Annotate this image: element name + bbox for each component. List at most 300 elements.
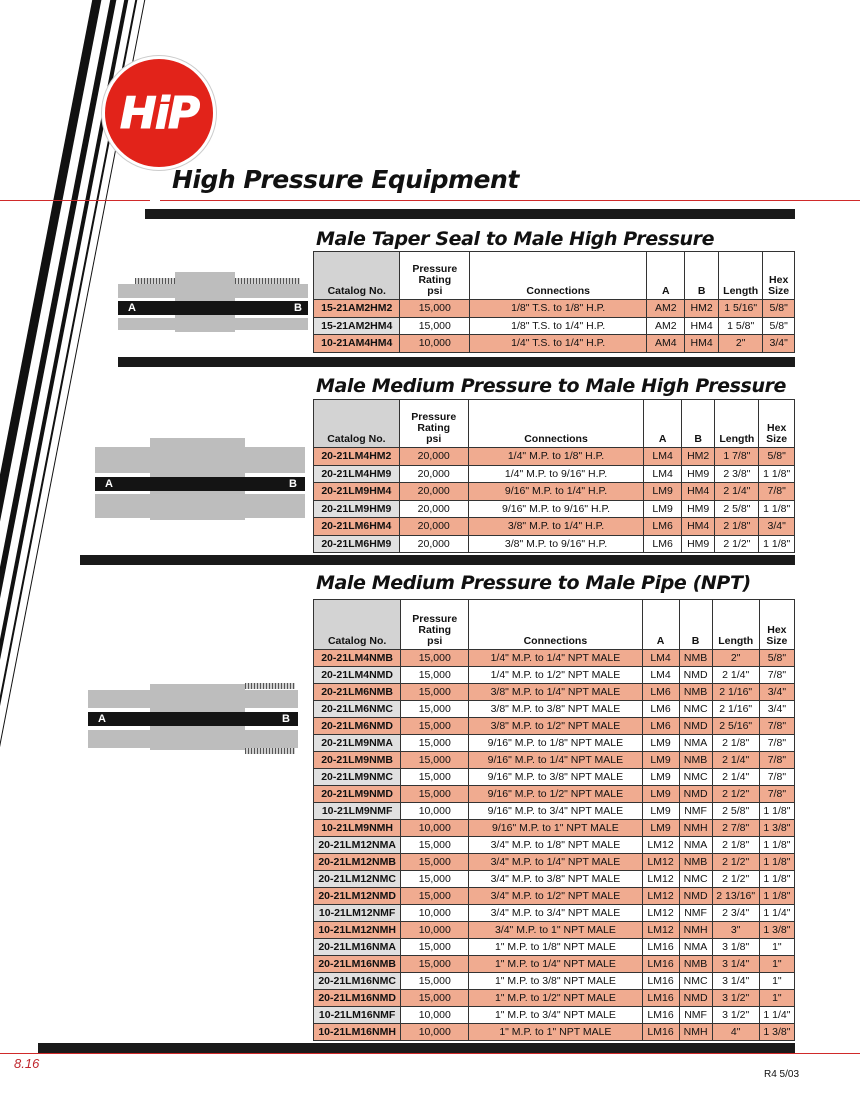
cell-cat: 20-21LM6NMD	[314, 718, 401, 735]
cell-cat: 20-21LM16NMA	[314, 939, 401, 956]
table-row	[314, 650, 795, 667]
cell-b: NMH	[679, 922, 712, 939]
cell-len: 3 1/2"	[712, 990, 759, 1007]
cell-a: AM4	[647, 335, 685, 353]
section-bar-3	[80, 555, 795, 565]
table-row	[314, 786, 795, 803]
cell-psi: 15,000	[400, 300, 470, 318]
table-row	[314, 667, 795, 684]
cell-a: LM9	[644, 483, 682, 501]
cell-a: LM12	[642, 837, 679, 854]
cell-hex: 3/4"	[759, 518, 795, 536]
cell-len: 2"	[712, 650, 759, 667]
cell-cat: 10-21LM16NMH	[314, 1024, 401, 1041]
cell-b: NMD	[679, 888, 712, 905]
cell-conn: 3/4" M.P. to 1/4" NPT MALE	[469, 854, 642, 871]
cell-psi: 15,000	[401, 701, 469, 718]
header-length: Length	[719, 252, 763, 300]
header-connections: Connections	[470, 252, 647, 300]
cell-hex: 3/4"	[759, 701, 794, 718]
cell-len: 2 1/4"	[712, 769, 759, 786]
cell-a: LM16	[642, 1024, 679, 1041]
diagram-label-a: A	[105, 478, 113, 490]
cell-len: 2 1/8"	[712, 837, 759, 854]
header-connections: Connections	[468, 400, 644, 448]
cell-a: LM16	[642, 1007, 679, 1024]
cell-conn: 3/8" M.P. to 1/2" NPT MALE	[469, 718, 642, 735]
cell-a: LM6	[642, 701, 679, 718]
cell-conn: 9/16" M.P. to 1/4" NPT MALE	[469, 752, 642, 769]
table-row	[314, 518, 795, 536]
cell-conn: 9/16" M.P. to 1/8" NPT MALE	[469, 735, 642, 752]
cell-conn: 3/4" M.P. to 1/8" NPT MALE	[469, 837, 642, 854]
cell-a: LM9	[642, 752, 679, 769]
cell-conn: 1/8" T.S. to 1/4" H.P.	[470, 317, 647, 335]
cell-b: HM9	[681, 500, 714, 518]
cell-a: LM16	[642, 990, 679, 1007]
cell-a: LM6	[644, 535, 682, 553]
cell-b: NMD	[679, 718, 712, 735]
cell-b: HM4	[681, 518, 714, 536]
cell-hex: 7/8"	[759, 769, 794, 786]
cell-a: LM9	[642, 820, 679, 837]
cell-hex: 5/8"	[763, 317, 795, 335]
table-row	[314, 1024, 795, 1041]
cell-psi: 15,000	[401, 990, 469, 1007]
cell-hex: 1"	[759, 973, 794, 990]
cell-len: 3"	[712, 922, 759, 939]
cell-hex: 7/8"	[759, 752, 794, 769]
cell-a: LM9	[642, 786, 679, 803]
cell-cat: 10-21AM4HM4	[314, 335, 400, 353]
cell-hex: 1 1/8"	[759, 854, 794, 871]
cell-b: HM2	[681, 448, 714, 466]
cell-psi: 15,000	[401, 752, 469, 769]
cell-hex: 1 1/8"	[759, 535, 795, 553]
section-bar-bottom	[38, 1043, 795, 1053]
cell-hex: 1 1/8"	[759, 837, 794, 854]
table-row	[314, 335, 795, 353]
cell-psi: 10,000	[401, 922, 469, 939]
table-row	[314, 871, 795, 888]
cell-b: NMC	[679, 769, 712, 786]
header-pressure: Pressure Rating psi	[399, 400, 468, 448]
cell-psi: 10,000	[401, 1024, 469, 1041]
cell-psi: 15,000	[401, 667, 469, 684]
cell-psi: 20,000	[399, 483, 468, 501]
cell-cat: 20-21LM9NMC	[314, 769, 401, 786]
table-row	[314, 465, 795, 483]
cell-cat: 20-21LM9HM9	[314, 500, 400, 518]
table-row	[314, 535, 795, 553]
cell-a: AM2	[647, 317, 685, 335]
cell-hex: 1"	[759, 956, 794, 973]
cell-hex: 1 1/8"	[759, 871, 794, 888]
cell-cat: 20-21LM6NMC	[314, 701, 401, 718]
cell-b: NMH	[679, 1024, 712, 1041]
cell-conn: 3/4" M.P. to 3/4" NPT MALE	[469, 905, 642, 922]
cell-cat: 20-21LM16NMB	[314, 956, 401, 973]
cell-len: 2 1/2"	[715, 535, 759, 553]
cell-conn: 3/8" M.P. to 9/16" H.P.	[468, 535, 644, 553]
cell-b: NMD	[679, 667, 712, 684]
table-row	[314, 500, 795, 518]
cell-conn: 1" M.P. to 1/8" NPT MALE	[469, 939, 642, 956]
cell-b: NMD	[679, 990, 712, 1007]
cell-cat: 10-21LM9NMF	[314, 803, 401, 820]
cell-cat: 20-21LM16NMD	[314, 990, 401, 1007]
header-hex: Hex Size	[759, 400, 795, 448]
fitting-bore-band	[118, 301, 308, 315]
section-bar-1	[145, 209, 795, 219]
cell-hex: 7/8"	[759, 667, 794, 684]
cell-len: 2 1/8"	[715, 518, 759, 536]
cell-len: 2 3/4"	[712, 905, 759, 922]
cell-hex: 1 3/8"	[759, 1024, 794, 1041]
table-row	[314, 905, 795, 922]
cell-cat: 20-21LM16NMC	[314, 973, 401, 990]
cell-conn: 3/8" M.P. to 1/4" H.P.	[468, 518, 644, 536]
header-catalog: Catalog No.	[314, 252, 400, 300]
table-row	[314, 837, 795, 854]
cell-psi: 15,000	[401, 786, 469, 803]
cell-conn: 1/4" M.P. to 1/8" H.P.	[468, 448, 644, 466]
cell-hex: 3/4"	[759, 684, 794, 701]
cell-cat: 20-21LM9NMD	[314, 786, 401, 803]
cell-conn: 3/4" M.P. to 3/8" NPT MALE	[469, 871, 642, 888]
page-number: 8.16	[14, 1056, 40, 1071]
cell-cat: 10-21LM12NMH	[314, 922, 401, 939]
cell-psi: 15,000	[401, 735, 469, 752]
cell-cat: 20-21LM4HM2	[314, 448, 400, 466]
cell-len: 2 1/16"	[712, 684, 759, 701]
header-length: Length	[712, 600, 759, 650]
hip-logo	[102, 56, 216, 170]
table-row	[314, 973, 795, 990]
cell-conn: 1" M.P. to 3/8" NPT MALE	[469, 973, 642, 990]
fitting-bore-band	[88, 712, 298, 726]
cell-conn: 1/4" T.S. to 1/4" H.P.	[470, 335, 647, 353]
cell-a: LM4	[642, 667, 679, 684]
cell-b: NMB	[679, 956, 712, 973]
cell-cat: 20-21LM6HM4	[314, 518, 400, 536]
cell-b: HM2	[685, 300, 719, 318]
cell-psi: 15,000	[401, 718, 469, 735]
cell-a: LM16	[642, 956, 679, 973]
cell-psi: 20,000	[399, 535, 468, 553]
cell-b: NMF	[679, 803, 712, 820]
cell-a: LM4	[642, 650, 679, 667]
cell-cat: 20-21LM12NMA	[314, 837, 401, 854]
cell-hex: 7/8"	[759, 718, 794, 735]
table-header-row	[314, 252, 795, 300]
cell-len: 3 1/8"	[712, 939, 759, 956]
cell-psi: 10,000	[401, 1007, 469, 1024]
cell-len: 2 7/8"	[712, 820, 759, 837]
cell-psi: 20,000	[399, 448, 468, 466]
cell-conn: 1" M.P. to 1" NPT MALE	[469, 1024, 642, 1041]
cell-psi: 10,000	[401, 905, 469, 922]
cell-hex: 1 3/8"	[759, 922, 794, 939]
header-b: B	[679, 600, 712, 650]
cell-len: 2 1/2"	[712, 786, 759, 803]
cell-hex: 1"	[759, 939, 794, 956]
cell-psi: 15,000	[400, 317, 470, 335]
thread-right-top	[245, 683, 295, 689]
diagram-label-b: B	[282, 713, 290, 725]
cell-a: LM9	[642, 803, 679, 820]
table-row	[314, 300, 795, 318]
header-pressure: Pressure Rating psi	[401, 600, 469, 650]
cell-len: 2 1/4"	[712, 752, 759, 769]
cell-b: NMA	[679, 939, 712, 956]
cell-len: 2 1/2"	[712, 854, 759, 871]
cell-cat: 20-21LM12NMD	[314, 888, 401, 905]
cell-psi: 15,000	[401, 888, 469, 905]
cell-len: 2"	[719, 335, 763, 353]
cell-a: LM16	[642, 939, 679, 956]
table-row	[314, 803, 795, 820]
cell-b: NMC	[679, 871, 712, 888]
cell-psi: 20,000	[399, 500, 468, 518]
cell-a: LM9	[644, 500, 682, 518]
table-row	[314, 752, 795, 769]
cell-b: NMB	[679, 684, 712, 701]
cell-b: NMF	[679, 905, 712, 922]
cell-psi: 15,000	[401, 837, 469, 854]
footer-rule	[0, 1053, 860, 1054]
cell-conn: 1" M.P. to 1/4" NPT MALE	[469, 956, 642, 973]
cell-hex: 1 1/8"	[759, 888, 794, 905]
cell-a: AM2	[647, 300, 685, 318]
cell-cat: 20-21LM12NMC	[314, 871, 401, 888]
cell-a: LM4	[644, 448, 682, 466]
cell-len: 3 1/4"	[712, 956, 759, 973]
cell-cat: 20-21LM12NMB	[314, 854, 401, 871]
table-row	[314, 317, 795, 335]
cell-a: LM12	[642, 905, 679, 922]
cell-hex: 1 1/4"	[759, 1007, 794, 1024]
cell-a: LM6	[644, 518, 682, 536]
cell-psi: 10,000	[401, 803, 469, 820]
cell-cat: 20-21LM4NMD	[314, 667, 401, 684]
cell-b: HM4	[685, 317, 719, 335]
fitting-body-lower	[118, 318, 308, 330]
cell-b: NMC	[679, 973, 712, 990]
cell-b: NMA	[679, 735, 712, 752]
cell-b: HM4	[681, 483, 714, 501]
table-row	[314, 939, 795, 956]
thread-right-bottom	[245, 748, 295, 754]
fitting-body-lower	[88, 730, 298, 748]
cell-conn: 1/8" T.S. to 1/8" H.P.	[470, 300, 647, 318]
cell-b: HM9	[681, 465, 714, 483]
logo-text: HiP	[119, 87, 199, 139]
cell-b: NMB	[679, 650, 712, 667]
cell-a: LM12	[642, 922, 679, 939]
diagram-label-a: A	[128, 302, 136, 314]
cell-cat: 20-21LM4NMB	[314, 650, 401, 667]
cell-hex: 1 1/8"	[759, 500, 795, 518]
cell-b: NMB	[679, 752, 712, 769]
cell-conn: 1/4" M.P. to 1/2" NPT MALE	[469, 667, 642, 684]
cell-a: LM6	[642, 684, 679, 701]
cell-conn: 9/16" M.P. to 3/4" NPT MALE	[469, 803, 642, 820]
cell-hex: 5/8"	[763, 300, 795, 318]
header-b: B	[681, 400, 714, 448]
cell-psi: 15,000	[401, 684, 469, 701]
cell-hex: 1 3/8"	[759, 820, 794, 837]
table-row	[314, 854, 795, 871]
cell-hex: 1 1/8"	[759, 803, 794, 820]
cell-hex: 5/8"	[759, 650, 794, 667]
cell-psi: 10,000	[400, 335, 470, 353]
table-row	[314, 735, 795, 752]
table-header-row	[314, 400, 795, 448]
cell-cat: 20-21LM9NMA	[314, 735, 401, 752]
cell-len: 2 1/16"	[712, 701, 759, 718]
cell-psi: 15,000	[401, 956, 469, 973]
cell-len: 2 5/16"	[712, 718, 759, 735]
cell-psi: 15,000	[401, 769, 469, 786]
diagram-label-a: A	[98, 713, 106, 725]
header-rule-left	[0, 200, 150, 201]
header-rule-right	[160, 200, 860, 201]
cell-cat: 10-21LM12NMF	[314, 905, 401, 922]
table-row	[314, 684, 795, 701]
cell-psi: 15,000	[401, 650, 469, 667]
header-a: A	[642, 600, 679, 650]
cell-hex: 1"	[759, 990, 794, 1007]
page-title: High Pressure Equipment	[172, 165, 519, 194]
cell-b: NMA	[679, 837, 712, 854]
cell-len: 1 5/8"	[719, 317, 763, 335]
cell-b: NMH	[679, 820, 712, 837]
cell-len: 2 13/16"	[712, 888, 759, 905]
header-length: Length	[715, 400, 759, 448]
header-catalog: Catalog No.	[314, 600, 401, 650]
cell-cat: 15-21AM2HM2	[314, 300, 400, 318]
table-row	[314, 990, 795, 1007]
cell-conn: 3/8" M.P. to 3/8" NPT MALE	[469, 701, 642, 718]
cell-conn: 9/16" M.P. to 1/2" NPT MALE	[469, 786, 642, 803]
spec-table-mp-to-npt	[313, 599, 795, 1041]
header-catalog: Catalog No.	[314, 400, 400, 448]
cell-hex: 1 1/8"	[759, 465, 795, 483]
cell-len: 3 1/4"	[712, 973, 759, 990]
cell-len: 3 1/2"	[712, 1007, 759, 1024]
table-row	[314, 820, 795, 837]
table-row	[314, 483, 795, 501]
table-row	[314, 922, 795, 939]
cell-cat: 20-21LM9NMB	[314, 752, 401, 769]
table-row	[314, 1007, 795, 1024]
cell-b: HM4	[685, 335, 719, 353]
cell-psi: 20,000	[399, 518, 468, 536]
table-row	[314, 888, 795, 905]
header-hex: Hex Size	[763, 252, 795, 300]
cell-len: 4"	[712, 1024, 759, 1041]
spec-table-mp-to-hp	[313, 399, 795, 553]
table-row	[314, 956, 795, 973]
header-a: A	[647, 252, 685, 300]
cell-len: 2 1/2"	[712, 871, 759, 888]
table-row	[314, 769, 795, 786]
table-row	[314, 718, 795, 735]
header-hex: Hex Size	[759, 600, 794, 650]
cell-cat: 15-21AM2HM4	[314, 317, 400, 335]
cell-conn: 1/4" M.P. to 9/16" H.P.	[468, 465, 644, 483]
cell-b: HM9	[681, 535, 714, 553]
cell-b: NMC	[679, 701, 712, 718]
cell-conn: 1" M.P. to 3/4" NPT MALE	[469, 1007, 642, 1024]
spec-table-taper-seal	[313, 251, 795, 353]
cell-len: 2 5/8"	[712, 803, 759, 820]
cell-hex: 1 1/4"	[759, 905, 794, 922]
cell-conn: 1/4" M.P. to 1/4" NPT MALE	[469, 650, 642, 667]
cell-len: 1 7/8"	[715, 448, 759, 466]
cell-conn: 9/16" M.P. to 9/16" H.P.	[468, 500, 644, 518]
cell-a: LM9	[642, 769, 679, 786]
section-title-taper-seal: Male Taper Seal to Male High Pressure	[316, 228, 715, 250]
cell-conn: 3/4" M.P. to 1" NPT MALE	[469, 922, 642, 939]
cell-conn: 9/16" M.P. to 3/8" NPT MALE	[469, 769, 642, 786]
cell-a: LM4	[644, 465, 682, 483]
cell-a: LM12	[642, 854, 679, 871]
cell-psi: 15,000	[401, 871, 469, 888]
cell-hex: 7/8"	[759, 483, 795, 501]
cell-hex: 5/8"	[759, 448, 795, 466]
section-title-mp-to-hp: Male Medium Pressure to Male High Pressure	[316, 375, 787, 397]
cell-a: LM12	[642, 888, 679, 905]
cell-a: LM6	[642, 718, 679, 735]
cell-conn: 9/16" M.P. to 1" NPT MALE	[469, 820, 642, 837]
cell-b: NMF	[679, 1007, 712, 1024]
cell-psi: 15,000	[401, 939, 469, 956]
cell-conn: 3/4" M.P. to 1/2" NPT MALE	[469, 888, 642, 905]
cell-cat: 10-21LM9NMH	[314, 820, 401, 837]
cell-len: 2 5/8"	[715, 500, 759, 518]
section-bar-2	[118, 357, 795, 367]
header-a: A	[644, 400, 682, 448]
cell-hex: 3/4"	[763, 335, 795, 353]
cell-cat: 20-21LM6HM9	[314, 535, 400, 553]
header-b: B	[685, 252, 719, 300]
cell-cat: 10-21LM16NMF	[314, 1007, 401, 1024]
table-header-row	[314, 600, 795, 650]
table-row	[314, 701, 795, 718]
cell-cat: 20-21LM4HM9	[314, 465, 400, 483]
cell-cat: 20-21LM9HM4	[314, 483, 400, 501]
cell-psi: 20,000	[399, 465, 468, 483]
header-connections: Connections	[469, 600, 642, 650]
cell-psi: 15,000	[401, 973, 469, 990]
cell-b: NMB	[679, 854, 712, 871]
cell-hex: 7/8"	[759, 786, 794, 803]
cell-conn: 1" M.P. to 1/2" NPT MALE	[469, 990, 642, 1007]
table-row	[314, 448, 795, 466]
cell-a: LM12	[642, 871, 679, 888]
cell-len: 1 5/16"	[719, 300, 763, 318]
cell-psi: 15,000	[401, 854, 469, 871]
cell-a: LM9	[642, 735, 679, 752]
cell-hex: 7/8"	[759, 735, 794, 752]
section-title-mp-to-npt: Male Medium Pressure to Male Pipe (NPT)	[316, 572, 751, 594]
cell-conn: 3/8" M.P. to 1/4" NPT MALE	[469, 684, 642, 701]
cell-psi: 10,000	[401, 820, 469, 837]
cell-cat: 20-21LM6NMB	[314, 684, 401, 701]
fitting-body-lower	[95, 494, 305, 518]
